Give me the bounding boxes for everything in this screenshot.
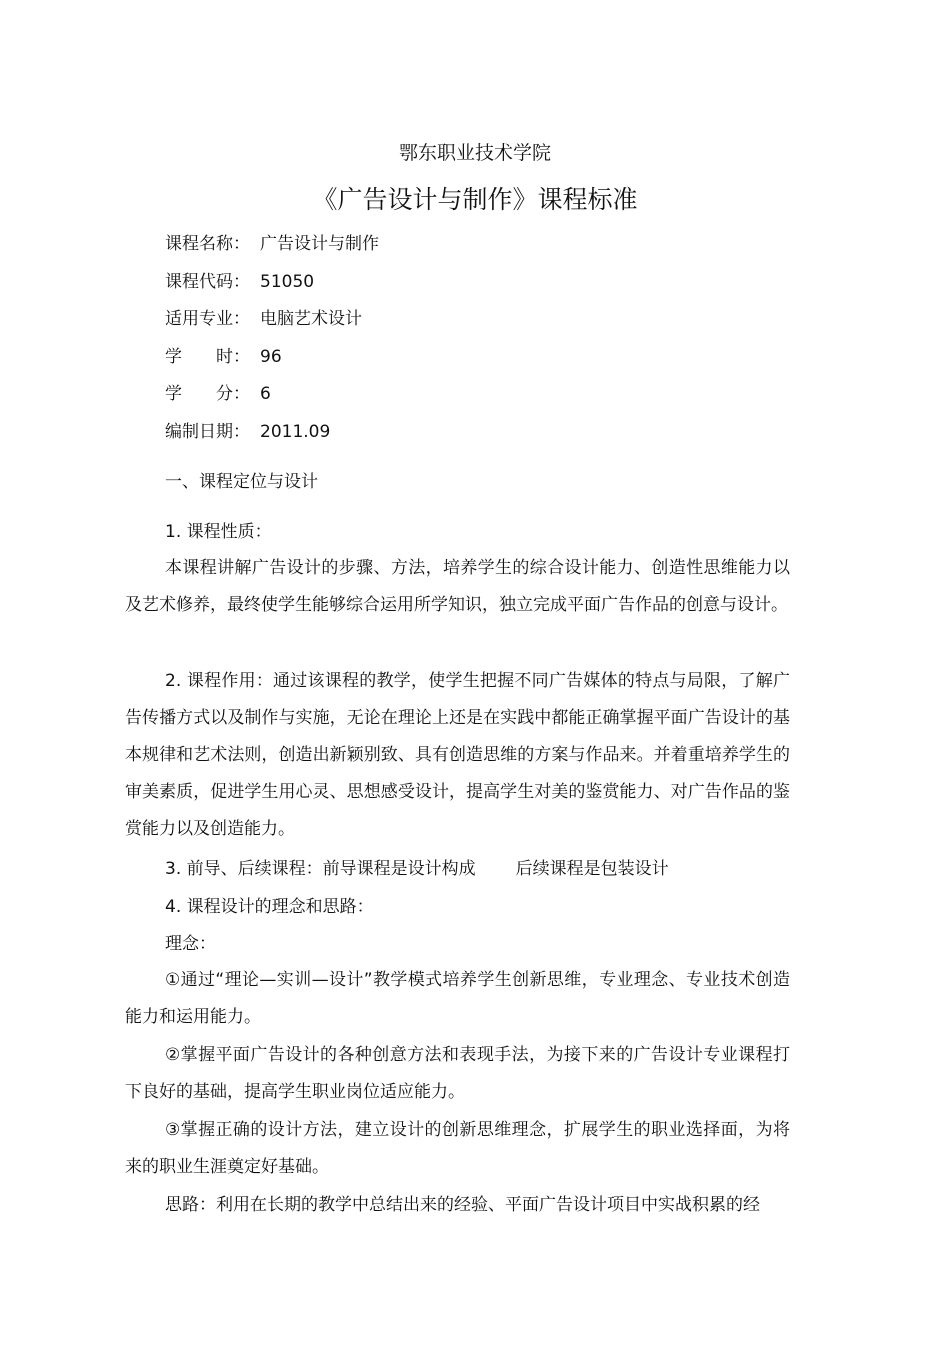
meta-label: 课程代码： xyxy=(165,272,250,292)
document-title: 《广告设计与制作》课程标准 xyxy=(312,185,638,214)
meta-label: 适用专业： xyxy=(165,309,250,329)
design-idea-heading: 4. 课程设计的理念和思路： xyxy=(165,897,374,917)
meta-date xyxy=(165,420,665,444)
school-name: 鄂东职业技术学院 xyxy=(398,142,551,164)
meta-value: 2011.09 xyxy=(260,422,331,442)
meta-course-name xyxy=(165,232,665,256)
meta-label: 编制日期： xyxy=(165,422,250,442)
meta-value: 6 xyxy=(260,384,271,404)
prerequisite-before: 3. 前导、后续课程：前导课程是设计构成 xyxy=(165,859,476,879)
meta-value: 电脑艺术设计 xyxy=(260,309,362,329)
section-heading: 一、课程定位与设计 xyxy=(165,472,318,492)
meta-course-code xyxy=(165,270,665,294)
idea-item-2: ②掌握平面广告设计的各种创意方法和表现手法，为接下来的广告设计专业课程打下良好的基础，提高学生职业岗位适应能力。 xyxy=(125,1045,790,1102)
course-nature-body: 本课程讲解广告设计的步骤、方法，培养学生的综合设计能力、创造性思维能力以及艺术修养，最终使学生能够综合运用所学知识，独立完成平面广告作品的创意与设计。 xyxy=(125,558,790,615)
meta-major xyxy=(165,307,665,331)
idea-item-3: ③掌握正确的设计方法，建立设计的创新思维理念，扩展学生的职业选择面，为将来的职业生涯奠定好基础。 xyxy=(125,1120,790,1177)
idea-item-1: ①通过“理论—实训—设计”教学模式培养学生创新思维，专业理念、专业技术创造能力和运用能力。 xyxy=(125,970,790,1027)
idea-label: 理念： xyxy=(165,934,216,954)
thinking-paragraph: 思路：利用在长期的教学中总结出来的经验、平面广告设计项目中实战积累的经 xyxy=(165,1195,760,1215)
meta-value: 广告设计与制作 xyxy=(260,234,379,254)
meta-label: 课程名称： xyxy=(165,234,250,254)
prerequisite-after: 后续课程是包装设计 xyxy=(515,859,669,879)
course-nature-heading: 1. 课程性质： xyxy=(165,522,272,542)
meta-label: 学 时： xyxy=(165,347,250,367)
meta-hours xyxy=(165,345,665,369)
meta-credits xyxy=(165,382,665,406)
meta-label: 学 分： xyxy=(165,384,250,404)
meta-value: 96 xyxy=(260,347,282,367)
course-role-body: 2. 课程作用：通过该课程的教学，使学生把握不同广告媒体的特点与局限，了解广告传播方式以及制作与实施，无论在理论上还是在实践中都能正确掌握平面广告设计的基本规律和艺术法则，创造出新颖别致、具有创造思维的方案与作品来。并着重培养学生的审美素质，促进学生用心灵、思想感受设计，提高学生对美的鉴赏能力、对广告作品的鉴赏能力以及创造能力。 xyxy=(125,671,790,839)
prerequisite-line xyxy=(165,857,669,881)
meta-value: 51050 xyxy=(260,272,315,292)
